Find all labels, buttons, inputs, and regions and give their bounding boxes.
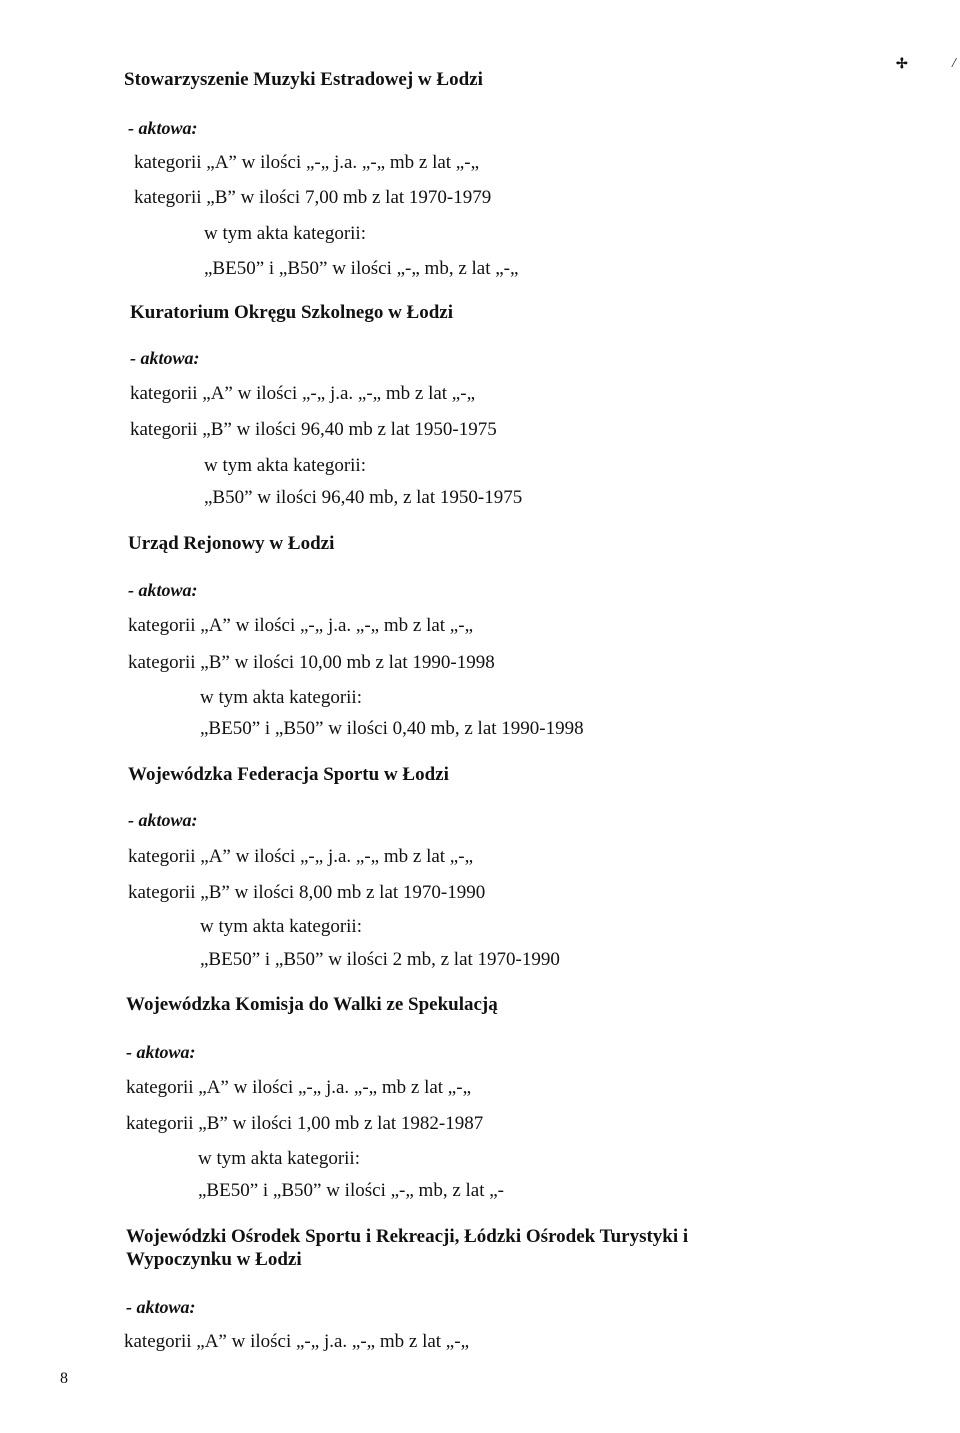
category-b-line: kategorii „B” w ilości 10,00 mb z lat 1990-1998 — [128, 652, 495, 673]
section-role: - aktowa: — [126, 1042, 196, 1062]
section-heading: Stowarzyszenie Muzyki Estradowej w Łodzi — [124, 69, 483, 90]
category-b-line: kategorii „B” w ilości 8,00 mb z lat 1970-1990 — [128, 882, 486, 903]
subcategory-label: w tym akta kategorii: — [198, 1148, 360, 1169]
section-role: - aktowa: — [128, 118, 198, 138]
subcategory-value: „BE50” i „B50” w ilości „-„ mb, z lat „-„ — [204, 258, 519, 279]
category-a-line: kategorii „A” w ilości „-„ j.a. „-„ mb z lat „-„ — [130, 383, 475, 404]
section-role: - aktowa: — [128, 580, 198, 600]
subcategory-value: „B50” w ilości 96,40 mb, z lat 1950-1975 — [204, 487, 523, 508]
section-role: - aktowa: — [130, 348, 200, 368]
subcategory-value: „BE50” i „B50” w ilości 2 mb, z lat 1970-1990 — [200, 949, 560, 970]
category-b-line: kategorii „B” w ilości 1,00 mb z lat 1982-1987 — [126, 1113, 484, 1134]
subcategory-label: w tym akta kategorii: — [200, 687, 362, 708]
section-role: - aktowa: — [126, 1297, 196, 1317]
corner-mark-left: ✢ — [896, 57, 908, 72]
section-role: - aktowa: — [128, 810, 198, 830]
category-a-line: kategorii „A” w ilości „-„ j.a. „-„ mb z lat „-„ — [128, 615, 473, 636]
section-heading-line-1: Wojewódzki Ośrodek Sportu i Rekreacji, Łódzki Ośrodek Turystyki i — [126, 1226, 689, 1247]
category-a-line: kategorii „A” w ilości „-„ j.a. „-„ mb z lat „-„ — [128, 846, 473, 867]
category-a-line: kategorii „A” w ilości „-„ j.a. „-„ mb z lat „-„ — [134, 152, 479, 173]
subcategory-label: w tym akta kategorii: — [200, 916, 362, 937]
category-a-line: kategorii „A” w ilości „-„ j.a. „-„ mb z lat „-„ — [126, 1077, 471, 1098]
section-heading: Urząd Rejonowy w Łodzi — [128, 533, 335, 554]
page-number: 8 — [60, 1370, 68, 1387]
subcategory-value: „BE50” i „B50” w ilości „-„ mb, z lat „- — [198, 1180, 505, 1201]
category-b-line: kategorii „B” w ilości 96,40 mb z lat 1950-1975 — [130, 419, 497, 440]
category-a-line: kategorii „A” w ilości „-„ j.a. „-„ mb z lat „-„ — [124, 1331, 469, 1352]
subcategory-label: w tym akta kategorii: — [204, 455, 366, 476]
section-heading-line-2: Wypoczynku w Łodzi — [126, 1249, 302, 1270]
subcategory-value: „BE50” i „B50” w ilości 0,40 mb, z lat 1990-1998 — [200, 718, 584, 739]
corner-mark-right: / — [952, 56, 956, 71]
section-heading: Wojewódzka Komisja do Walki ze Spekulacją — [126, 994, 498, 1015]
category-b-line: kategorii „B” w ilości 7,00 mb z lat 1970-1979 — [134, 187, 492, 208]
subcategory-label: w tym akta kategorii: — [204, 223, 366, 244]
section-heading: Wojewódzka Federacja Sportu w Łodzi — [128, 764, 449, 785]
section-heading: Kuratorium Okręgu Szkolnego w Łodzi — [130, 302, 454, 323]
